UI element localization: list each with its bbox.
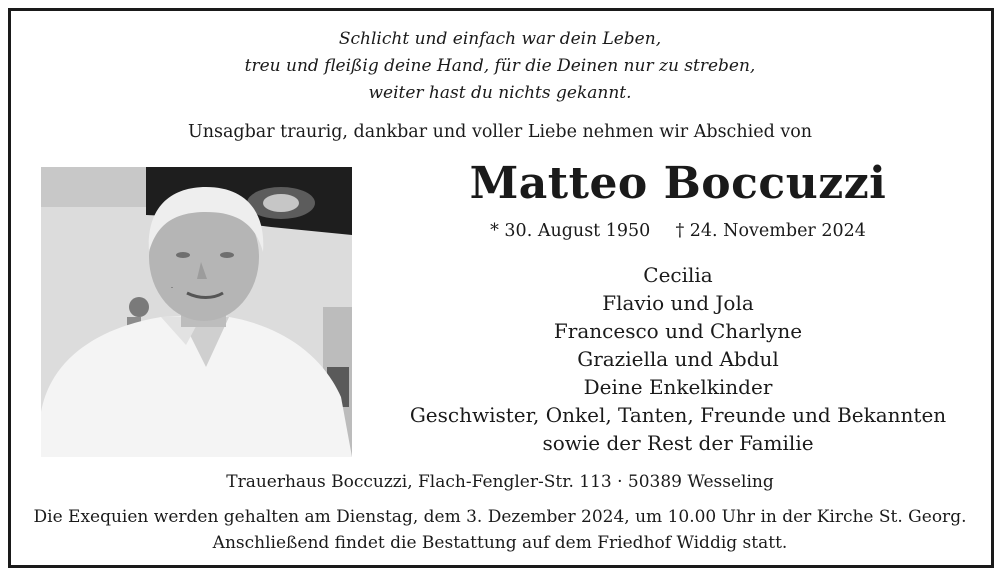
- mourner-line: Geschwister, Onkel, Tanten, Freunde und Bekannten: [409, 403, 947, 427]
- deceased-name: Matteo Boccuzzi: [469, 158, 887, 209]
- mourner-line: Flavio und Jola: [602, 291, 754, 315]
- mourning-address: Trauerhaus Boccuzzi, Flach-Fengler-Str. 113 · 50389 Wesseling: [226, 472, 774, 492]
- service-info: [0, 504, 1000, 556]
- mourner-line: Graziella und Abdul: [577, 347, 779, 371]
- poem: [0, 26, 1000, 107]
- mourner-line: Deine Enkelkinder: [583, 375, 773, 399]
- life-dates: [378, 221, 978, 241]
- poem-line: Schlicht und einfach war dein Leben,: [338, 29, 662, 49]
- poem-line: treu und fleißig deine Hand, für die Deinen nur zu streben,: [244, 56, 756, 76]
- portrait-photo: [41, 167, 352, 457]
- mourners-list: [378, 261, 978, 457]
- service-line: Die Exequien werden gehalten am Dienstag, dem 3. Dezember 2024, um 10.00 Uhr in der Kirche St. Georg.: [33, 507, 967, 527]
- intro-text: Unsagbar traurig, dankbar und voller Liebe nehmen wir Abschied von: [187, 122, 813, 142]
- mourner-line: sowie der Rest der Familie: [542, 431, 814, 455]
- mourner-line: Francesco und Charlyne: [553, 319, 803, 343]
- service-line: Anschließend findet die Bestattung auf dem Friedhof Widdig statt.: [212, 533, 788, 553]
- mourner-line: Cecilia: [643, 263, 713, 287]
- death-date: † 24. November 2024: [675, 221, 866, 241]
- birth-date: * 30. August 1950: [490, 221, 651, 241]
- poem-line: weiter hast du nichts gekannt.: [368, 83, 632, 103]
